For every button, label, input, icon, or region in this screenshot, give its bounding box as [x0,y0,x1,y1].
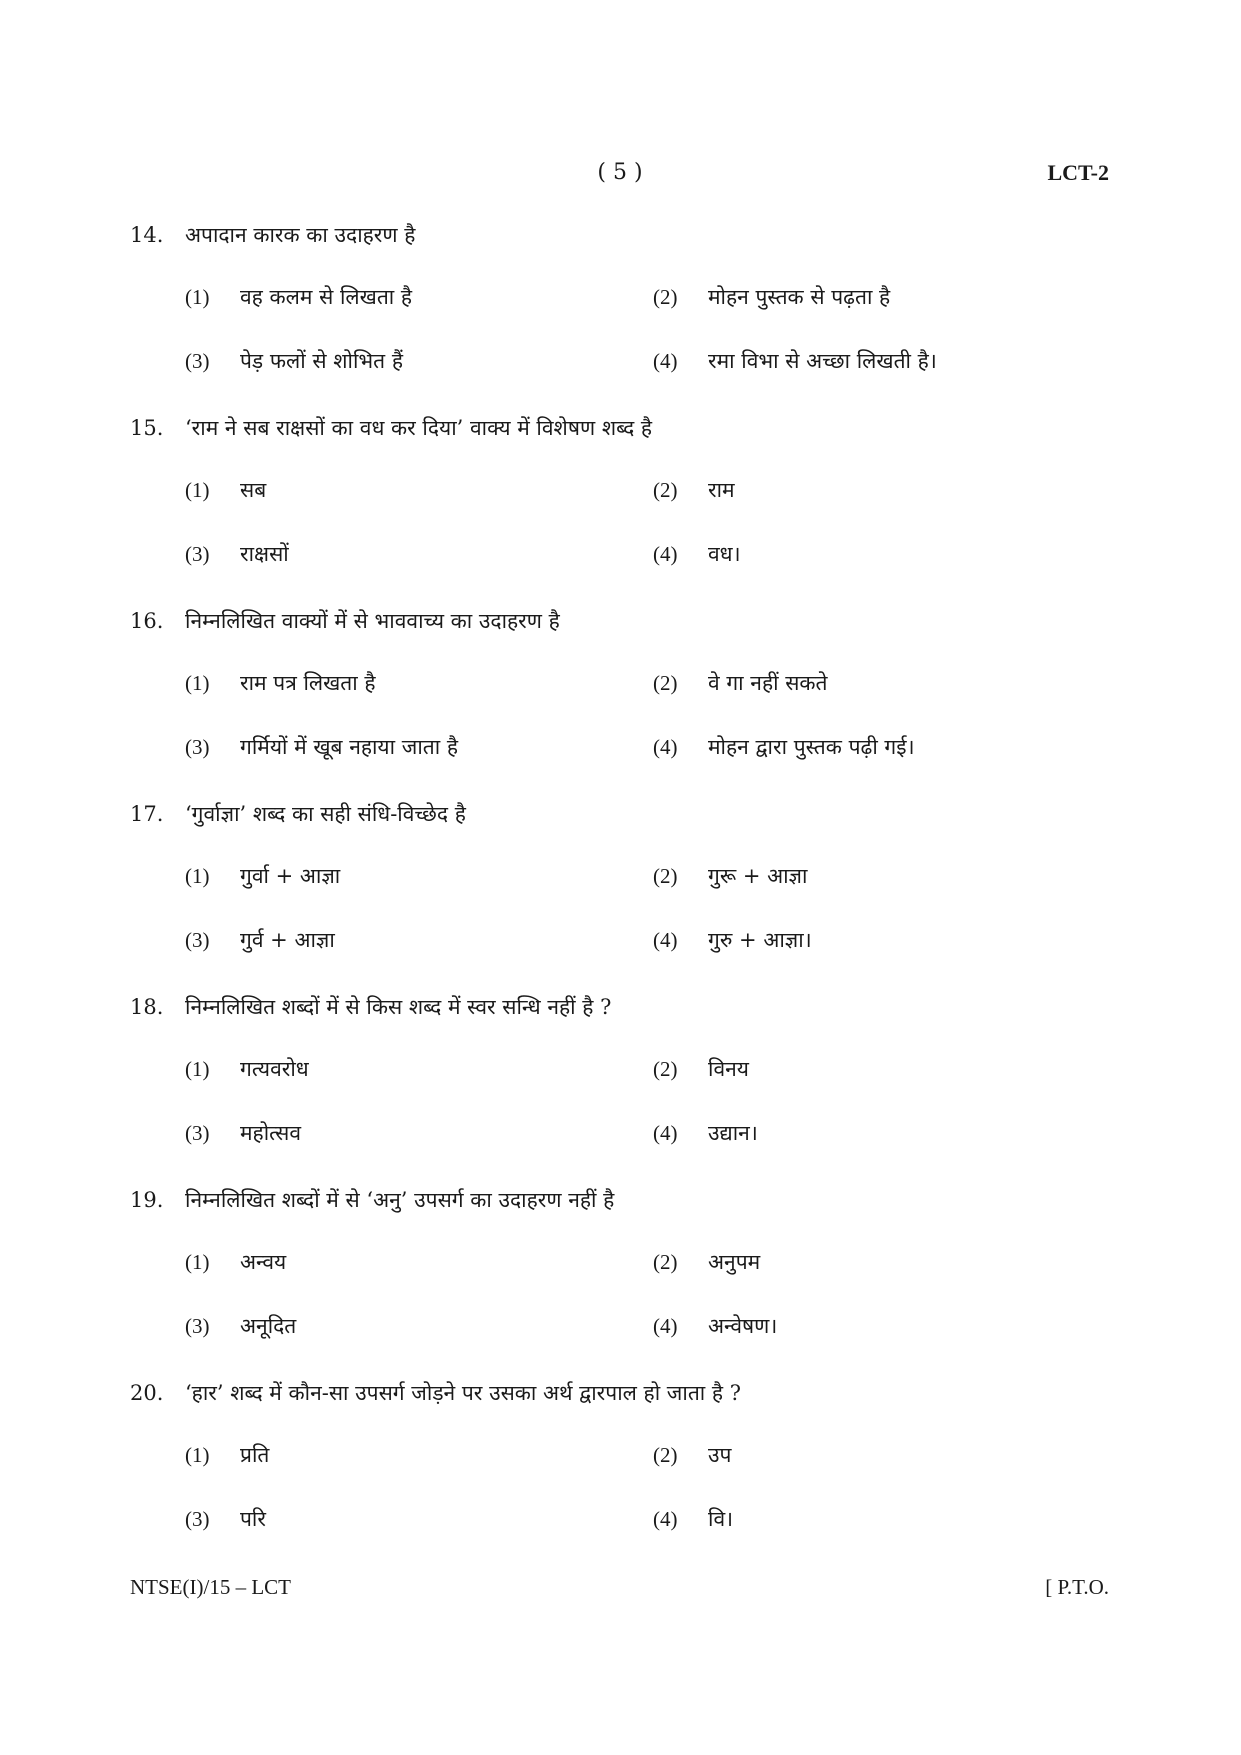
option-text: वि। [708,1507,734,1531]
question-list [130,215,1120,1566]
option-text: मोहन द्वारा पुस्तक पढ़ी गई। [708,735,915,759]
question-text: निम्नलिखित वाक्यों में से भाववाच्य का उदाहरण है [185,609,560,633]
option-3 [185,920,335,960]
question-16 [130,601,1120,794]
question-stem [130,215,415,255]
question-19 [130,1180,1120,1373]
option-number: (2) [653,864,678,888]
option-4 [653,1306,777,1346]
option-1 [185,470,266,510]
question-text: ‘गुर्वाज्ञा’ शब्द का सही संधि-विच्छेद है [185,802,466,826]
question-text: निम्नलिखित शब्दों में से ‘अनु’ उपसर्ग का उदाहरण नहीं है [185,1188,615,1212]
option-4 [653,1499,733,1539]
option-text: अनुपम [708,1250,761,1274]
option-number: (2) [653,1057,678,1081]
option-4 [653,1113,758,1153]
option-number: (2) [653,478,678,502]
question-stem [130,794,466,834]
paper-code: LCT-2 [1047,160,1109,185]
option-text: रमा विभा से अच्छा लिखती है। [708,349,937,373]
option-3 [185,1113,301,1153]
option-text: मोहन पुस्तक से पढ़ता है [708,285,891,309]
option-2 [653,663,828,703]
option-text: महोत्सव [240,1121,302,1145]
question-text: ‘राम ने सब राक्षसों का वध कर दिया’ वाक्य में विशेषण शब्द है [185,416,653,440]
option-number: (1) [185,1443,210,1467]
question-stem [130,1180,614,1220]
option-2 [653,470,735,510]
option-1 [185,1049,309,1089]
footer-paper-code: NTSE(I)/15 – LCT [130,1575,291,1599]
option-number: (3) [185,1507,210,1531]
question-number: 18. [130,995,164,1019]
option-text: सब [240,478,267,502]
question-number: 17. [130,802,164,826]
option-text: गुरू + आज्ञा [708,864,808,888]
option-text: गुर्वा + आज्ञा [240,864,341,888]
option-1 [185,1242,286,1282]
option-number: (4) [653,1314,678,1338]
question-15 [130,408,1120,601]
option-number: (4) [653,349,678,373]
option-text: वे गा नहीं सकते [708,671,828,695]
option-number: (1) [185,864,210,888]
option-3 [185,727,458,767]
option-3 [185,1499,266,1539]
question-number: 14. [130,223,164,247]
option-3 [185,341,403,381]
option-text: प्रति [240,1443,270,1467]
option-number: (4) [653,1121,678,1145]
question-18 [130,987,1120,1180]
option-text: अन्वय [240,1250,287,1274]
option-3 [185,534,289,574]
option-text: राम पत्र लिखता है [240,671,376,695]
option-number: (3) [185,928,210,952]
question-20 [130,1373,1120,1566]
option-number: (3) [185,1121,210,1145]
question-text: अपादान कारक का उदाहरण है [185,223,416,247]
option-2 [653,1242,760,1282]
option-text: विनय [708,1057,749,1081]
question-number: 15. [130,416,164,440]
option-number: (1) [185,285,210,309]
question-text: निम्नलिखित शब्दों में से किस शब्द में स्वर सन्धि नहीं है ? [185,995,612,1019]
option-number: (2) [653,671,678,695]
page-number: ( 5 ) [597,160,643,185]
option-text: अन्वेषण। [708,1314,778,1338]
option-number: (3) [185,1314,210,1338]
option-number: (4) [653,1507,678,1531]
option-text: परि [240,1507,266,1531]
option-4 [653,727,915,767]
option-4 [653,534,741,574]
option-number: (4) [653,928,678,952]
option-text: गुर्व + आज्ञा [240,928,335,952]
question-text: ‘हार’ शब्द में कौन-सा उपसर्ग जोड़ने पर उसका अर्थ द्वारपाल हो जाता है ? [185,1381,741,1405]
option-1 [185,1435,269,1475]
option-text: वह कलम से लिखता है [240,285,413,309]
option-number: (1) [185,1250,210,1274]
option-text: गर्मियों में खूब नहाया जाता है [240,735,458,759]
question-14 [130,215,1120,408]
option-1 [185,856,340,896]
option-number: (4) [653,735,678,759]
option-2 [653,277,890,317]
question-stem [130,601,560,641]
option-text: उद्यान। [708,1121,758,1145]
option-4 [653,341,937,381]
option-text: उप [708,1443,732,1467]
option-2 [653,1435,731,1475]
option-text: राक्षसों [240,542,289,566]
option-number: (2) [653,1250,678,1274]
option-2 [653,1049,749,1089]
option-text: राम [708,478,735,502]
option-number: (1) [185,1057,210,1081]
option-number: (2) [653,1443,678,1467]
option-1 [185,277,412,317]
option-text: गुरु + आज्ञा। [708,928,812,952]
question-17 [130,794,1120,987]
option-number: (1) [185,478,210,502]
option-text: वध। [708,542,741,566]
option-1 [185,663,376,703]
option-number: (3) [185,349,210,373]
question-number: 19. [130,1188,164,1212]
option-number: (4) [653,542,678,566]
option-text: पेड़ फलों से शोभित हैं [240,349,403,373]
option-4 [653,920,812,960]
option-number: (2) [653,285,678,309]
option-number: (3) [185,735,210,759]
question-number: 16. [130,609,164,633]
option-number: (3) [185,542,210,566]
option-number: (1) [185,671,210,695]
option-3 [185,1306,296,1346]
footer-pto: [ P.T.O. [1045,1575,1109,1599]
option-text: गत्यवरोध [240,1057,309,1081]
option-text: अनूदित [240,1314,297,1338]
option-2 [653,856,807,896]
question-stem [130,408,652,448]
question-number: 20. [130,1381,164,1405]
question-stem [130,987,611,1027]
question-stem [130,1373,741,1413]
